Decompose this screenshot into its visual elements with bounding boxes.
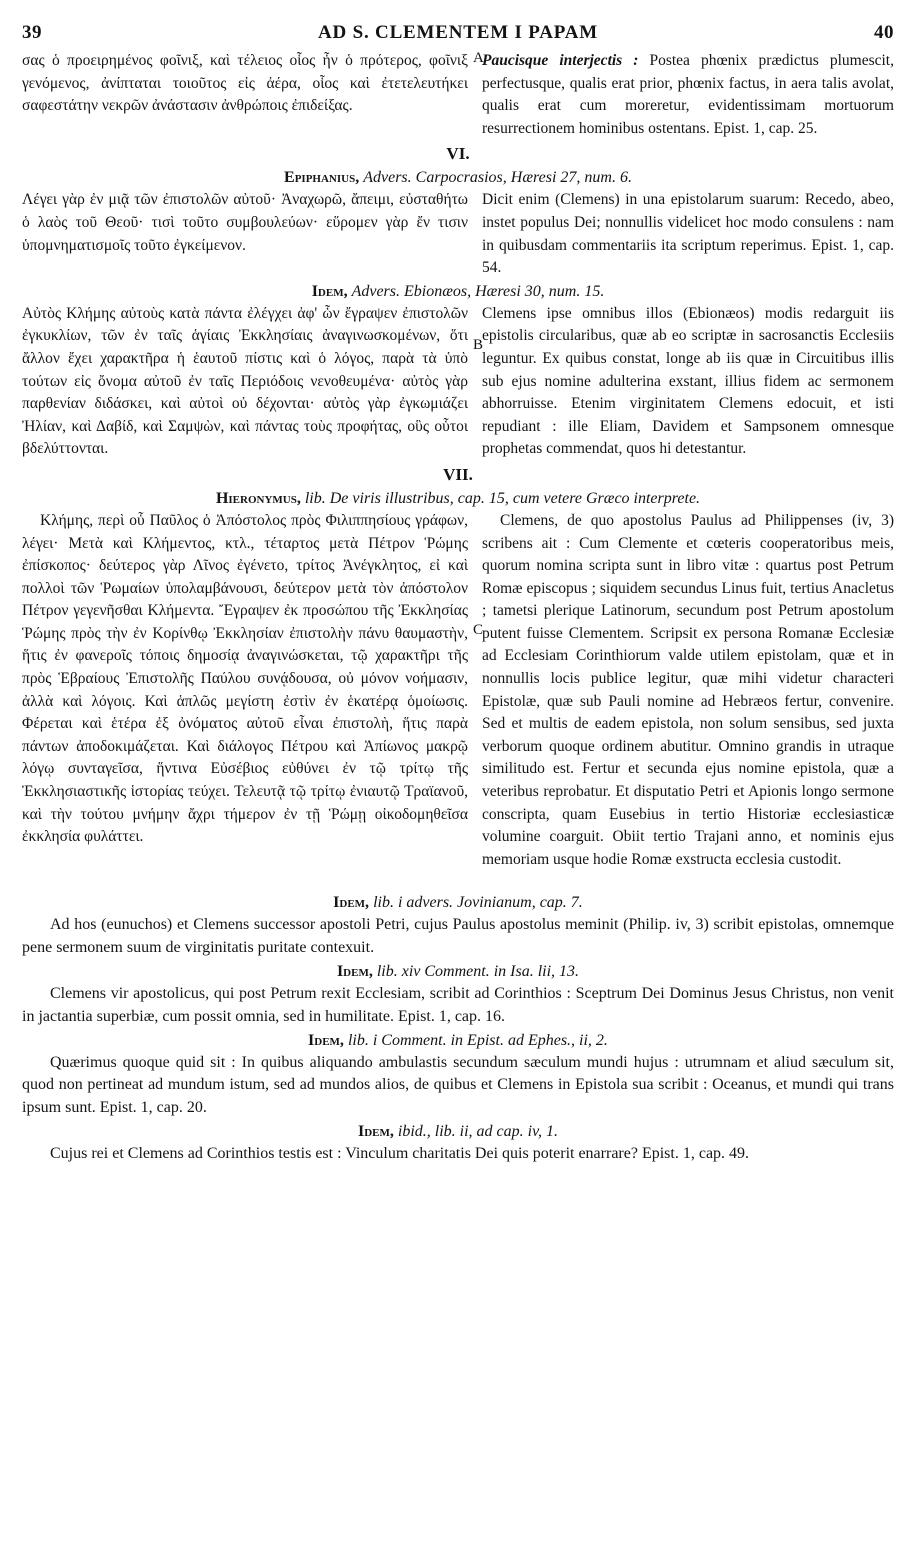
body-text: Clemens vir apostolicus, qui post Petrum rexit Ecclesiam, scribit ad Corinthios : Sceptrum Dei Dominus Jesus Christus, non venit in jactantia superbiæ, cum possit omnia, sed in humilitate. Epist. 1, cap. 16.: [22, 985, 894, 1025]
ref-work: lib. xiv Comment. in Isa. lii, 13.: [376, 963, 580, 980]
reference-epiphanius: [22, 166, 894, 189]
body-text: Quærimus quoque quid sit : In quibus aliquando ambulastis secundum sæculum mundi hujus : utrumnam et aliud sæculum sit, quod non pertineat ad mundum istum, sed ad mundos alios, de quibus et Clemens in Epistola sua scribit : Oceanus, et mundi qui trans ipsum sunt. Epist. 1, cap. 20.: [22, 1053, 894, 1117]
latin-text: Clemens ipse omnibus illos (Ebionæos) modis redarguit iis epistolis circularibus, quæ ab eo scriptæ in sacrosanctis Ecclesiis leguntur. Ex quibus constat, longe ab iis quæ in Circuitibus illis sub ejus nomine adulterina exstant, illius fidem ac sermonem abhorruisse. Etenim virginitatem Clemens edocuit, et isti repudiant : ille Eliam, Davidem et Sampsonem omnesque prophetas commendat, quos hi detestantur.: [482, 304, 894, 458]
running-head: [22, 22, 894, 44]
greek-text: σας ὁ προειρημένος φοῖνιξ, καὶ τέλειος οἷος ἦν ὁ πρότερος, φοῖνιξ γενόμενος, ἀνίπταται τοιοῦτος εἰς ἀέρα, οἷος καὶ ἐτετελευτήκει σαφεστάτην νεκρῶν ἀνάστασιν ἀνθρώποις ἐπιδείξας.: [22, 52, 468, 115]
latin-text: Clemens, de quo apostolus Paulus ad Philippenses (iv, 3) scribens ait : Cum Clemente et cœteris cooperatoribus meis, quorum nomina scripta sunt in libro vitæ : quartus post Petrum Romæ episcopus ; siquidem secundus Linus fuit, tertius Anacletus ; tametsi plerique Latinorum, secundum post Petrum apostolum putent fuisse Clementem. Scripsit ex persona Romanæ Ecclesiæ ad Ecclesiam Corinthiorum valde utilem epistolam, quæ et in nonnullis locis publice legitur, quæ mihi videtur characteri Epistolæ, quæ sub Pauli nomine ad Hebræos fertur, convenire. Sed et multis de eadem epistola, non solum sensibus, sed juxta verborum quoque ordinem abutitur. Omnino grandis in utraque similitudo est. Fertur et secunda ejus nomine epistola, quæ a veteribus reprobatur. Et disputatio Petri et Apionis longo sermone conscripta, quam Eusebius in tertio Historiæ ecclesiasticæ volumine coarguit. Obiit tertio Trajani anno, et nominis ejus memoriam usque hodie Romæ exstructa ecclesia custodit.: [482, 511, 894, 868]
ref-author: Epiphanius,: [284, 169, 360, 187]
reference-hieronymus: [22, 487, 894, 510]
margin-marker-a: A: [473, 50, 484, 66]
left-page-number: 39: [22, 22, 42, 43]
greek-column: [22, 303, 482, 461]
section-number-6: VI.: [446, 144, 470, 164]
body-text: Ad hos (eunuchos) et Clemens successor apostoli Petri, cujus Paulus apostolus meminit (Philip. iv, 3) scribit epistolas, omnemque pene sermonem suum de virginitatis puritate contexuit.: [22, 916, 894, 957]
ref-work: ibid., lib. ii, ad cap. iv, 1.: [397, 1122, 559, 1140]
greek-column: [22, 50, 482, 140]
ref-author: Idem,: [311, 282, 348, 300]
block-phoenix: [22, 50, 894, 140]
reference-ephesians: [22, 1029, 894, 1052]
reference-ebionaeos: [22, 280, 894, 303]
greek-text: Λέγει γὰρ ἐν μιᾷ τῶν ἐπιστολῶν αὐτοῦ· Ἀναχωρῶ, ἄπειμι, εὐσταθήτω ὁ λαὸς τοῦ Θεοῦ· τισὶ τοῦτο συμβουλεύων· εὕρομεν γὰρ ἔν τισιν ὑπομνηματισμοῖς τοῦτο ἐγκείμενον.: [22, 191, 468, 254]
greek-column: [22, 510, 482, 872]
reference-isaiah: [22, 960, 894, 983]
right-page-number: 40: [874, 22, 894, 43]
ref-author: Idem,: [308, 1031, 344, 1049]
latin-lead: Paucisque interjectis :: [482, 52, 639, 69]
ref-author: Idem,: [357, 1122, 394, 1140]
latin-body: Postea phœnix prædictus plumescit, perfectusque, qualis erat prior, phœnix factus, in aera talis avolat, qualis erat cum moreretur, evidentissimam mortuorum resurrectionem hominibus ostentans. Epist. 1, cap. 25.: [482, 52, 894, 137]
ref-author: Idem,: [336, 963, 373, 980]
block-epiphanius: [22, 189, 894, 279]
ref-work: lib. De viris illustribus, cap. 15, cum vetere Græco interprete.: [304, 489, 701, 507]
running-title: AD S. CLEMENTEM I PAPAM: [318, 22, 598, 43]
ref-author: Hieronymus,: [215, 489, 301, 507]
latin-text: Dicit enim (Clemens) in una epistolarum suarum: Recedo, abeo, instet populus Dei; nonnullis videlicet hoc modo consulens : nam in quibusdam commentariis ita scriptum reperimus. Epist. 1, cap. 54.: [482, 191, 894, 277]
latin-column: [482, 510, 894, 872]
margin-marker-c: C: [473, 621, 484, 638]
latin-column: [482, 189, 894, 279]
page: [22, 22, 894, 1166]
margin-marker-b: B: [473, 336, 484, 353]
block-isaiah: [22, 983, 894, 1029]
body-text: Cujus rei et Clemens ad Corinthios testis est : Vinculum charitatis Dei quis poterit enarrare? Epist. 1, cap. 49.: [50, 1144, 750, 1162]
ref-work: lib. i Comment. in Epist. ad Ephes., ii, 2.: [347, 1031, 608, 1049]
block-hieronymus: [22, 510, 894, 872]
block-ibid: [22, 1143, 894, 1166]
ref-work: Advers. Carpocrasios, Hæresi 27, num. 6.: [363, 169, 632, 187]
reference-jovinianum: [22, 891, 894, 914]
ref-work: lib. i advers. Jovinianum, cap. 7.: [373, 894, 583, 912]
block-ebionaeos: [22, 303, 894, 461]
latin-column: [482, 50, 894, 140]
latin-text: [482, 50, 894, 140]
greek-text: Κλήμης, περὶ οὗ Παῦλος ὁ Ἀπόστολος πρὸς Φιλιππησίους γράφων, λέγει· Μετὰ καὶ Κλήμεντος, κτλ., τέταρτος μετὰ Πέτρον Ῥώμης ἐπίσκοπος· δεύτερος γὰρ Λῖνος ἐγένετο, τρίτος Ἀνέγκλητος, εἰ καὶ πολλοὶ τῶν Ῥωμαίων ὑπολαμβάνουσι, δεύτερον μετὰ τὸν ἀπόστολον Πέτρον γεγενῆσθαι Κλήμεντα. Ἔγραψεν ἐκ προσώπου τῆς Ἐκκλησίας Ῥώμης πρὸς τὴν ἐν Κορίνθῳ Ἐκκλησίαν ἐπιστολὴν πάνυ θαυμαστὴν, ἥτις ἐν φανεροῖς τόποις δημοσίᾳ ἀναγινώσκεται, τῷ χαρακτῆρι τῆς πρὸς Ἑβραίους Ἐπιστολῆς Παύλου συνᾴδουσα, οὐ μόνον νοήμασιν, ἀλλὰ καὶ λόγοις. Καὶ ἁπλῶς μεγίστη ἐστὶν ἐν ἑκατέρᾳ ὁμοίωσις. Φέρεται καὶ ἑτέρα ἐξ ὀνόματος αὐτοῦ εἶναι ἐπιστολὴ, ἥτις παρὰ πάντων ἀποδοκιμάζεται. Καὶ διάλογος Πέτρου καὶ Ἀπίωνος μακρῷ λόγῳ συνταγεῖσα, ἥντινα Εὐσέβιος εὐθύνει ἐν τῷ τρίτῳ τῆς Ἐκκλησιαστικῆς ἱστορίας τεύχει. Τελευτᾷ τῷ τρίτῳ ἐνιαυτῷ Τραϊανοῦ, καὶ τὴν τούτου μνήμην ἄχρι τήμερον ἐν τῇ Ῥώμῃ οἰκοδομηθεῖσα ἐκκλησία φυλάττει.: [22, 511, 468, 846]
reference-ibid: [22, 1120, 894, 1143]
latin-column: [482, 303, 894, 461]
block-ephesians: [22, 1052, 894, 1120]
greek-column: [22, 189, 482, 279]
greek-text: Αὐτὸς Κλήμης αὐτοὺς κατὰ πάντα ἐλέγχει ἀφ' ὧν ἔγραψεν ἐπιστολῶν ἐγκυκλίων, τῶν ἐν ταῖς ἁγίαις Ἐκκλησίαις ἀναγινωσκομένων, ὅτι ἄλλον ἔχει χαρακτῆρα ἡ ἑαυτοῦ πίστις καὶ ὁ λόγος, παρὰ τὰ ὑπὸ τούτων εἰς ὄνομα αὐτοῦ ἐν ταῖς Περιόδοις νενοθευμένα· αὐτὸς γὰρ παρθενίαν διδάσκει, καὶ αὐτοὶ οὐ δέχονται· αὐτὸς γὰρ ἐγκωμιάζει Ἠλίαν, καὶ Δαβίδ, καὶ Σαμψὼν, καὶ πάντας τοὺς προφήτας, οὓς οὗτοι βδελύττονται.: [22, 304, 468, 458]
ref-work: Advers. Ebionæos, Hæresi 30, num. 15.: [351, 282, 605, 300]
section-number-7: VII.: [443, 464, 473, 484]
block-jovinianum: [22, 914, 894, 960]
ref-author: Idem,: [333, 894, 370, 912]
